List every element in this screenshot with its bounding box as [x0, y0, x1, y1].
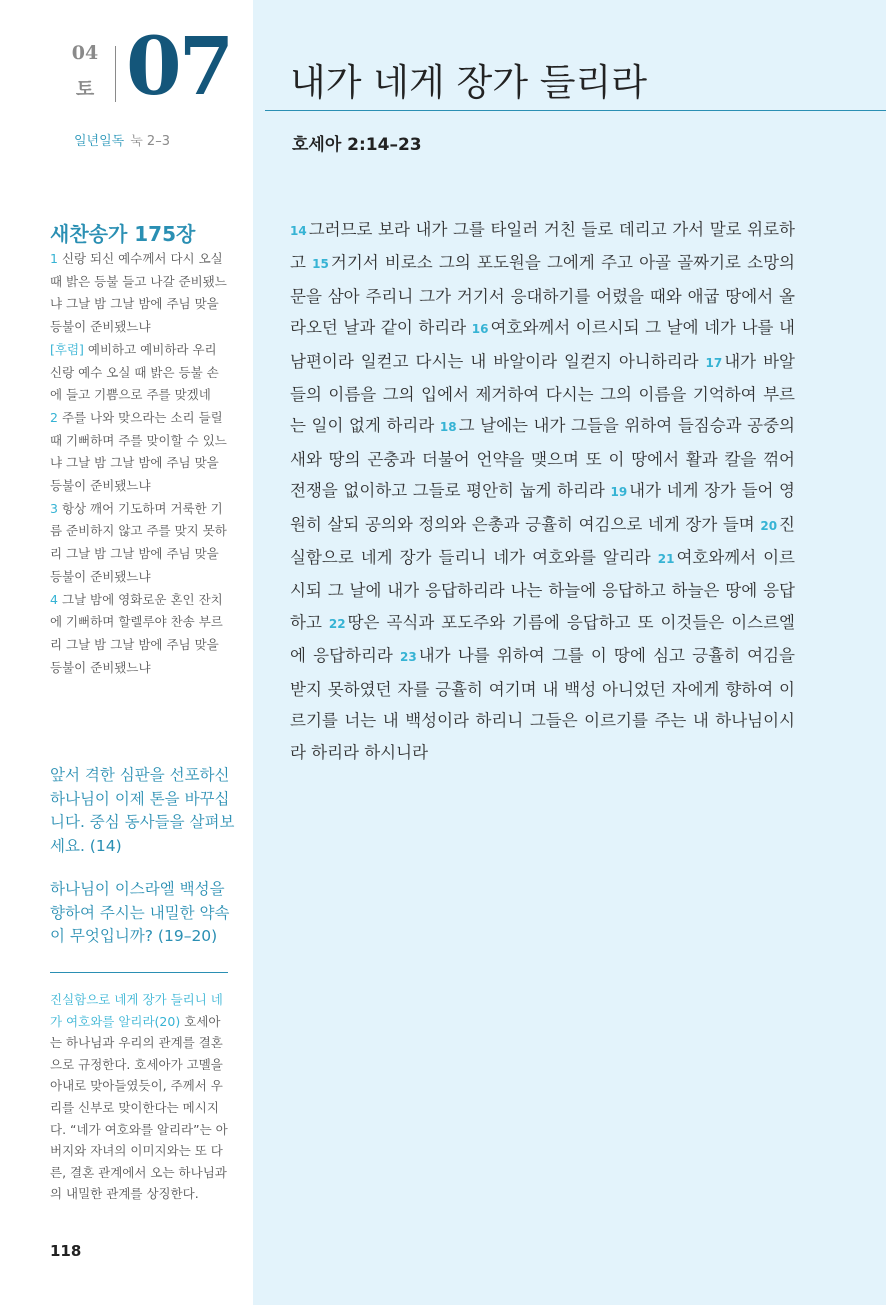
date-day: 07 — [126, 19, 232, 113]
hymn-verse-text: 그날 밤에 영화로운 혼인 잔치에 기뻐하며 할렐루야 찬송 부르리 그날 밤 그날 밤에 주님 맞을 등불이 준비됐느냐 — [50, 591, 223, 675]
verse-number: 17 — [705, 355, 723, 370]
hymn-lyrics — [50, 248, 230, 679]
verse-text: 여호와께서 이르시되 그 날에 네가 나를 내 남편이라 일컫고 다시는 내 바알이라 일컫지 아니하리라 — [290, 318, 795, 371]
page-title: 내가 네게 장가 들리라 — [290, 61, 647, 104]
hymn-verse-text: 항상 깨어 기도하며 거룩한 기름 준비하지 않고 주를 맞지 못하리 그날 밤 그날 밤에 주님 맞을 등불이 준비됐느냐 — [50, 500, 227, 584]
verse-number: 22 — [328, 616, 346, 631]
scripture-text — [290, 214, 795, 768]
verse-number: 18 — [439, 420, 457, 435]
hymn-title: 새찬송가 175장 — [50, 222, 196, 246]
commentary-note — [50, 989, 230, 1205]
hymn-verse — [50, 589, 230, 680]
yearly-reading-ref: 눅 2–3 — [130, 134, 170, 149]
sidebar — [0, 0, 253, 1305]
question-1: 앞서 격한 심판을 선포하신 하나님이 이제 톤을 바꾸십니다. 중심 동사들을 살펴보세요. (14) — [50, 766, 235, 855]
title-divider — [265, 110, 886, 111]
verse-number: 20 — [760, 518, 778, 533]
verse-text: 그 날에는 내가 그들을 위하여 들짐승과 공중의 새와 땅의 곤충과 더불어 언약을 맺으며 또 이 땅에서 활과 칼을 꺾어 전쟁을 없이하고 그들로 평안히 눕게 하리라 — [290, 416, 795, 501]
hymn-verse-number: 3 — [50, 500, 58, 516]
commentary-text: 호세아는 하나님과 우리의 관계를 결혼으로 규정한다. 호세아가 고멜을 아내로 맞아들였듯이, 주께서 우리를 신부로 맞이한다는 메시지다. “네가 여호와를 알리라”는 아버지와 자녀의 이미지와는 또 다른, 결혼 관계에서 오는 하나님과의 내밀한 관계를 상징한다. — [50, 1013, 228, 1202]
hymn-verse-number: 4 — [50, 591, 58, 607]
verse-text: 그러므로 보라 내가 그를 타일러 거친 들로 데리고 가서 말로 위로하고 — [290, 220, 795, 273]
hymn-verse-number: 1 — [50, 251, 58, 266]
verse-number: 16 — [471, 322, 489, 337]
date-month: 04 — [71, 42, 99, 64]
hymn-refrain-label: [후렴] — [50, 341, 84, 357]
hymn-verse — [50, 339, 230, 407]
hymn-verse — [50, 248, 230, 339]
date-weekday: 토 — [75, 78, 95, 100]
page-number: 118 — [50, 1242, 82, 1260]
yearly-reading — [74, 130, 170, 149]
verse-text: 여호와께서 이르시되 그 날에 내가 응답하리라 나는 하늘에 응답하고 하늘은 땅에 응답하고 — [290, 548, 796, 632]
question-2: 하나님이 이스라엘 백성을 향하여 주시는 내밀한 약속이 무엇입니까? (19–20) — [50, 880, 230, 945]
verse-number: 19 — [610, 485, 628, 500]
hymn-verse-text: 예비하고 예비하라 우리 신랑 예수 오실 때 밝은 등불 손에 들고 기쁨으로 주를 맞겠네 — [50, 341, 219, 403]
hymn-verse — [50, 407, 230, 498]
verse-number: 15 — [312, 257, 329, 272]
verse-text: 내가 네게 장가 들어 영원히 살되 공의와 정의와 은총과 긍휼히 여김으로 네게 장가 들며 — [290, 481, 795, 534]
verse-text: 내가 바알들의 이름을 그의 입에서 제거하여 다시는 그의 이름을 기억하여 부르는 일이 없게 하리라 — [290, 351, 795, 436]
yearly-reading-label: 일년일독 — [74, 134, 125, 149]
verse-text: 거기서 비로소 그의 포도원을 그에게 주고 아골 골짜기로 소망의 문을 삼아 주리니 그가 거기서 응대하기를 어렸을 때와 애굽 땅에서 올라오던 날과 같이 하리라 — [290, 253, 795, 338]
sidebar-divider — [50, 972, 228, 973]
hymn-verse-text: 신랑 되신 예수께서 다시 오실 때 밝은 등불 들고 나갈 준비됐느냐 그날 밤 그날 밤에 주님 맞을 등불이 준비됐느냐 — [50, 251, 227, 335]
date-divider — [115, 46, 116, 102]
verse-text: 내가 나를 위하여 그를 이 땅에 심고 긍휼히 여김을 받지 못하였던 자를 긍휼히 여기며 내 백성 아니었던 자에게 향하여 이르기를 너는 내 백성이라 하리니 그들은 이르기를 주는 내 하나님이시라 하리라 하시니라 — [290, 646, 795, 762]
hymn-verse — [50, 498, 230, 589]
hymn-verse-text: 주를 나와 맞으라는 소리 들릴 때 기뻐하며 주를 맞이할 수 있느냐 그날 밤 그날 밤에 주님 맞을 등불이 준비됐느냐 — [50, 409, 227, 494]
hymn-verse-number: 2 — [50, 409, 58, 425]
verse-number: 23 — [400, 650, 417, 665]
passage-reference: 호세아 2:14–23 — [292, 135, 422, 155]
verse-number: 14 — [290, 224, 307, 238]
commentary-highlight: 진실함으로 네게 장가 들리니 네가 여호와를 알리라(20) — [50, 992, 223, 1029]
verse-text: 진실함으로 네게 장가 들리니 네가 여호와를 알리라 — [290, 514, 795, 568]
verse-number: 21 — [657, 552, 675, 567]
verse-text: 땅은 곡식과 포도주와 기름에 응답하고 또 이것들은 이스르엘에 응답하리라 — [290, 612, 795, 666]
